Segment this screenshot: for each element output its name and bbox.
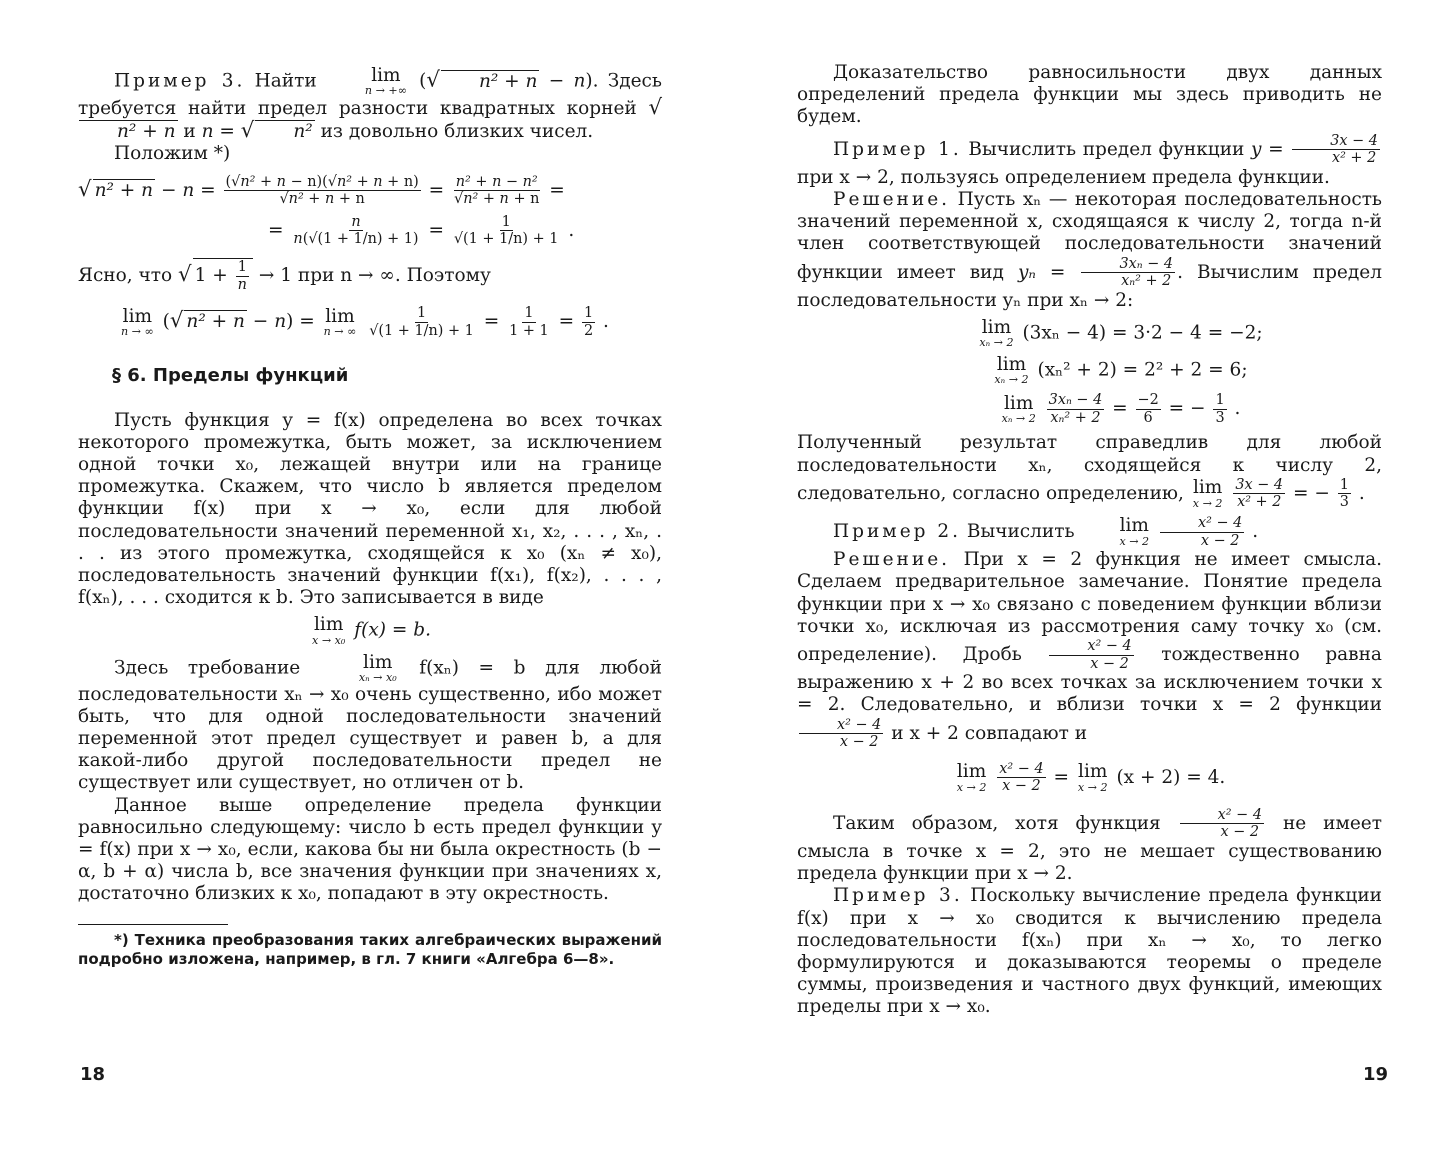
intro-paragraph: Доказательство равносильности двух данных определений предела функции мы здесь приводить не будем. <box>797 62 1382 128</box>
solution-1-text-a: Пусть xₙ — некоторая последовательность значений переменной x, сходящаяся к числу 2, тогда n-й член соответствующей последовательности значений функции имеет вид <box>797 189 1382 283</box>
left-column <box>78 66 662 969</box>
example-1-text-a: Вычислить предел функции <box>968 138 1245 160</box>
result-text: Полученный результат справедлив для любой последовательности xₙ, сходящейся к числу 2, следовательно, согласно определению, <box>797 432 1382 504</box>
solution-2-text-a: При x = 2 функция не имеет смысла. Сделаем предварительное замечание. Понятие предела функции при x → x₀ связано с поведением функции вблизи точки x₀, исключая из рассмотрения саму точку x₀ (см. определение). Дробь <box>797 549 1382 665</box>
solution-2-paragraph: Решение. При x = 2 функция не имеет смысла. Сделаем предварительное замечание. Понятие предела функции при x → x₀ связано с поведением функции вблизи точки x₀, исключая из рассмотрения саму точку x₀ (см. определение). Дробь $\frac{\text{x² − 4}}{x - 2}$ тождественно равна выражению x + 2 во всех точках за исключением точки x = 2. Следовательно, и вблизи точки x = 2 функции $\frac{\text{x² − 4}}{x - 2}$ и x + 2 совпадают и <box>797 549 1382 751</box>
definition-formula-text: f(x) = b. <box>354 619 431 641</box>
example-3-text-b: Здесь требуется найти предел разности квадратных корней <box>78 70 662 120</box>
page-number-right: 19 <box>1363 1064 1389 1085</box>
equivalence-paragraph: Данное выше определение предела функции равносильно следующему: число b есть предел функции y = f(x) при x → x₀, если, какова бы ни была окрестность (b − α, b + α) числа b, все значения функции при значениях x, достаточно близких к x₀, попадают в эту окрестность. <box>78 794 662 905</box>
requirement-text-b: f(xₙ) = b для любой последовательности xₙ → x₀ очень существенно, ибо может быть, что для одной последовательности значений переменной этот предел существует и равен b, а для какой-либо другой последовательности предел не существует или существует, но отличен от b. <box>78 657 662 794</box>
example-3-label: Пример 3. <box>114 70 246 92</box>
requirement-text-a: Здесь требование <box>114 657 301 679</box>
solution-1-label: Решение. <box>833 189 951 210</box>
calc-line-1: lim xₙ → 2 (3xₙ − 4) = 3·2 − 4 = −2; <box>979 317 1263 350</box>
limit-notation: lim n → +∞ <box>364 65 407 98</box>
calc-line-2: lim xₙ → 2 (xₙ² + 2) = 2² + 2 = 6; <box>994 354 1248 387</box>
solution-1-text-b: . Вычислим предел последовательности yₙ при xₙ → 2: <box>797 261 1382 311</box>
result-paragraph: Полученный результат справедлив для любой последовательности xₙ, сходящейся к числу 2, следовательно, согласно определению, lim x → 2 $\frac{3x - 4}{\text{x² + 2}}$ = − $\frac{1}{3}$ . <box>797 432 1382 511</box>
right-page <box>727 0 1454 1154</box>
limit-statement: → 1 при n → ∞. Поэтому <box>258 265 491 287</box>
calc-2-text: (xₙ² + 2) = 2² + 2 = 6; <box>1037 359 1248 381</box>
footnote: *) Техника преобразования таких алгебраических выражений подробно изложена, например, в гл. 7 книги «Алгебра 6—8». <box>78 930 662 968</box>
solution-1-paragraph: Решение. Пусть xₙ — некоторая последовательность значений переменной x, сходящаяся к числу 2, тогда n-й член соответствующей последовательности значений функции имеет вид yₙ = $\frac{\text{3xₙ − 4}}{\text{xₙ² + 2}}$ . Вычислим предел последовательности yₙ при xₙ → 2: <box>797 189 1382 311</box>
definition-paragraph: Пусть функция y = f(x) определена во всех точках некоторого промежутка, быть может, за исключением одной точки x₀, лежащей внутри или на границе промежутка. Скажем, что число b является пределом функции f(x) при x → x₀, если для любой последовательности значений переменной x₁, x₂, . . . , xₙ, . . . из этого промежутка, сходящейся к x₀ (xₙ ≠ x₀), последовательность значений функции f(x₁), f(x₂), . . . , f(xₙ), . . . сходится к b. Это записывается в виде <box>78 409 662 609</box>
example-3-paragraph: Пример 3. Найти lim n → +∞ (√ n² + n − n). Здесь требуется найти предел разности квадратных корней √n² + n и n = √ n² из довольно близких чисел. <box>78 65 662 144</box>
example-1-text-b: при x → 2, пользуясь определением предела функции. <box>797 166 1330 188</box>
example-1-label: Пример 1. <box>833 138 962 160</box>
final-equation: lim x → 2 $\frac{\text{x² − 4}}{x - 2}$ = lim x → 2 (x + 2) = 4. <box>956 760 1226 795</box>
example-2-text: Вычислить <box>966 521 1075 542</box>
example-2-paragraph: Пример 2. Вычислить lim x → 2 $\frac{\text{x² − 4}}{x - 2}$ . <box>833 514 1259 549</box>
example-3-right-label: Пример 3. <box>833 885 963 907</box>
example-3-text-c: из довольно близких чисел. <box>320 121 594 143</box>
solution-2-label: Решение. <box>833 549 951 571</box>
final-equation-text: (x + 2) = 4. <box>1116 766 1226 788</box>
thus-paragraph: Таким образом, хотя функция $\frac{\text{x² − 4}}{x - 2}$ не имеет смысла в точке x = 2, это не мешает существованию предела функции при x → 2. <box>797 806 1382 885</box>
solution-2-text-b: тождественно равна выражению x + 2 во всех точках за исключением точки x = 2. Следовательно, и вблизи точки x = 2 функции <box>797 644 1382 716</box>
transform-formula-2: = $\frac{n}{n(√(1 + 1/n) + 1)}$ = $\frac{1}{√(1 + 1/n) + 1}$ . <box>268 213 575 248</box>
calc-line-3: lim xₙ → 2 $\frac{\text{3xₙ − 4}}{\text{xₙ² + 2}}$ = $\frac{-2}{6}$ = − $\frac{1}{3}$ . <box>1001 392 1241 426</box>
thus-text-a: Таким образом, хотя функция <box>833 812 1161 834</box>
example-2-label: Пример 2. <box>833 521 962 542</box>
transform-formula-1: √ n² + n − n = $\frac{\text{(√n² + n − n)(√n² + n + n)}}{\text{√n² + n + n}}$ = $\frac{\text{n² + n − n²}}{\text{√n² + n + n}}$ = <box>78 173 565 208</box>
example-3-right-text: Поскольку вычисление предела функции f(x) при x → x₀ сводится к вычислению предела последовательности f(xₙ) при xₙ → x₀, то легко формулируются и доказываются теоремы о пределе суммы, произведения и частного двух функций, имеющих пределы при x → x₀. <box>797 885 1382 1018</box>
page-number-left: 18 <box>80 1064 106 1085</box>
solution-2-text-c: и x + 2 совпадают и <box>891 722 1088 744</box>
clear-that-text: Ясно, что <box>78 265 173 287</box>
example-1-paragraph: Пример 1. Вычислить предел функции y = $\frac{3x - 4}{\text{x² + 2}}$ при x → 2, пользуясь определением предела функции. <box>797 132 1378 188</box>
limit-result-formula: lim n → ∞ (√ n² + n − n) = lim n → ∞ $\frac{1}{√(1 + 1/n) + 1}$ = $\frac{1}{1 + 1}$ = $\frac{1}{2}$ . <box>121 305 609 339</box>
example-3-text-a: Найти <box>254 70 317 92</box>
definition-formula: lim x → x₀ f(x) = b. <box>312 614 431 647</box>
clear-that-line: Ясно, что √ 1 + $\frac{1}{n}$ → 1 при n → ∞. Поэтому <box>78 259 491 293</box>
example-3-right-paragraph <box>797 885 1382 1018</box>
thus-text-b: не имеет смысла в точке x = 2, это не мешает существованию предела функции при x → 2. <box>797 812 1382 885</box>
requirement-paragraph: Здесь требование lim xₙ → x₀ f(xₙ) = b для любой последовательности xₙ → x₀ очень существенно, ибо может быть, что для одной последовательности значений переменной этот предел существует и равен b, а для какой-либо другой последовательности предел не существует или существует, но отличен от b. <box>78 651 662 794</box>
put-label: Положим *) <box>114 143 231 165</box>
footnote-rule <box>78 924 228 925</box>
section-title: § 6. Пределы функций <box>112 365 349 387</box>
calc-1-text: (3xₙ − 4) = 3·2 − 4 = −2; <box>1022 322 1263 344</box>
right-column <box>797 62 1382 1019</box>
